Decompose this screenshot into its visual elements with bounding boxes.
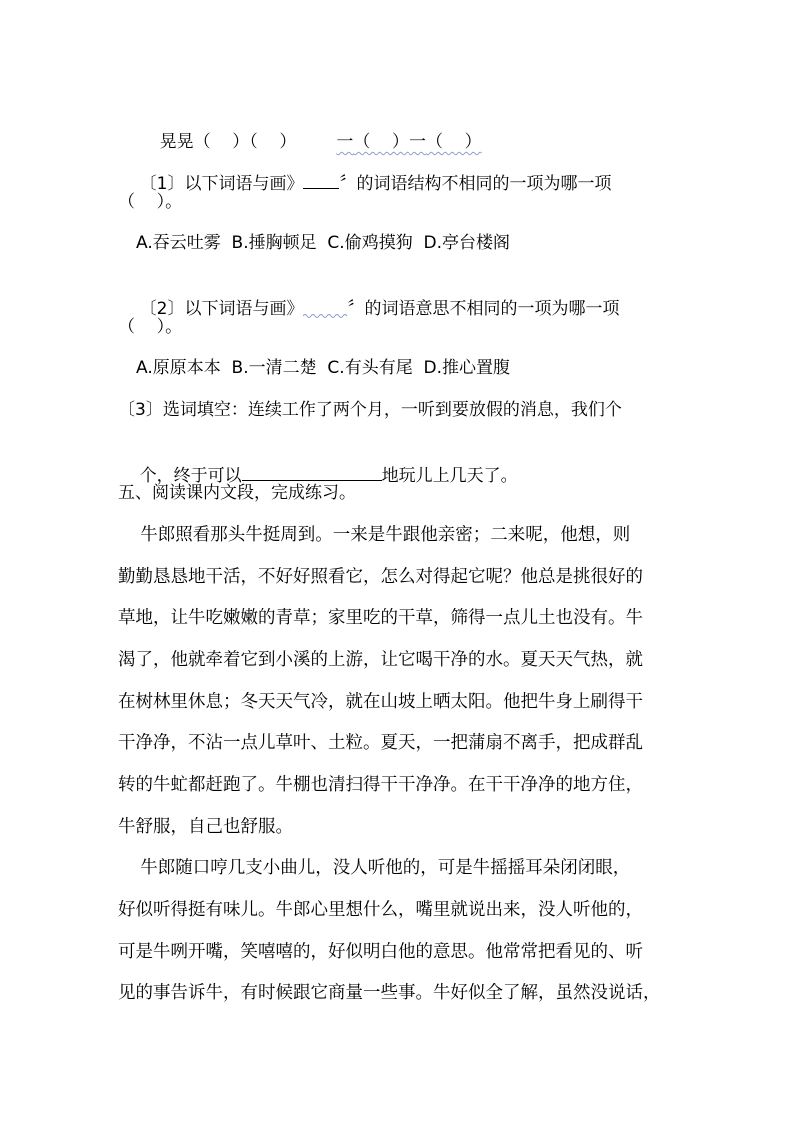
- passage-line: 好似听得挺有味儿。牛郎心里想什么，嘴里就说出来，没人听他的，: [118, 900, 643, 920]
- pattern-blank-1: （ ）: [353, 132, 409, 152]
- q2-prompt-start: 〔2〕以下词语与画》: [139, 299, 304, 319]
- q1-options: A.吞云吐雾 B.捶胸顿足 C.偷鸡摸狗 D.亭台楼阁: [136, 233, 510, 253]
- q2-prompt-end: 〞的词语意思不相同的一项为哪一项: [347, 299, 620, 319]
- q1-prompt: [118, 148, 611, 220]
- q1-answer[interactable]: （ ）。: [118, 192, 183, 212]
- q1-prompt-end: 〞的词语结构不相同的一项为哪一项: [339, 174, 612, 194]
- q3-prompt-end: 地玩儿上几天了。: [381, 466, 518, 486]
- pattern-blank-2: （ ）: [425, 132, 482, 152]
- passage-line: 渴了，他就牵着它到小溪的上游，让它喝干净的水。夏天天气热，就: [118, 650, 643, 670]
- passage-line: 牛郎照看那头牛挺周到。一来是牛跟他亲密；二来呢，他想，则: [118, 525, 631, 545]
- q3-blank[interactable]: [242, 464, 382, 481]
- q2-wavy-blank[interactable]: [303, 300, 347, 314]
- q2-prompt: [118, 273, 619, 345]
- passage-line: 干净净，不沾一点儿草叶、土粒。夏天，一把蒲扇不离手，把成群乱: [118, 733, 643, 753]
- passage-line: 见的事告诉牛，有时候跟它商量一些事。牛好似全了解，虽然没说话，: [118, 983, 661, 1003]
- passage-line: 转的牛虻都赶跑了。牛棚也清扫得干干净净。在干干净净的地方住，: [118, 775, 643, 795]
- q3-prompt-start: 个，终于可以: [139, 466, 242, 486]
- passage-line: 可是牛咧开嘴，笑嘻嘻的，好似明白他的意思。他常常把看见的、听: [118, 942, 643, 962]
- q3-prompt-line1: 〔3〕选词填空：连续工作了两个月，一听到要放假的消息，我们个: [118, 400, 622, 420]
- section-heading: 五、阅读课内文段，完成练习。: [118, 483, 356, 503]
- q2-answer[interactable]: （ ）。: [118, 317, 183, 337]
- q1-blank[interactable]: [303, 172, 339, 189]
- passage-line: 牛郎随口哼几支小曲儿，没人听他的，可是牛摇摇耳朵闭闭眼，: [118, 858, 631, 878]
- passage-line: 牛舒服，自己也舒服。: [118, 817, 293, 837]
- q2-options: A.原原本本 B.一清二楚 C.有头有尾 D.推心置腹: [136, 358, 510, 378]
- q1-prompt-start: 〔1〕以下词语与画》: [139, 174, 304, 194]
- passage-line: 在树林里休息；冬天天气冷，就在山坡上晒太阳。他把牛身上刷得干: [118, 692, 643, 712]
- idiom-word: 晃晃: [159, 132, 194, 152]
- pattern-yi-2: 一: [408, 132, 426, 152]
- idiom-blanks-1[interactable]: （ ）（ ）: [193, 132, 297, 152]
- pattern-yi-1: 一: [336, 132, 354, 152]
- passage-line: 勤勤恳恳地干活，不好好照看它，怎么对得起它呢？他总是挑很好的: [118, 567, 643, 587]
- passage-line: 草地，让牛吃嫩嫩的青草；家里吃的干草，筛得一点儿土也没有。牛: [118, 608, 643, 628]
